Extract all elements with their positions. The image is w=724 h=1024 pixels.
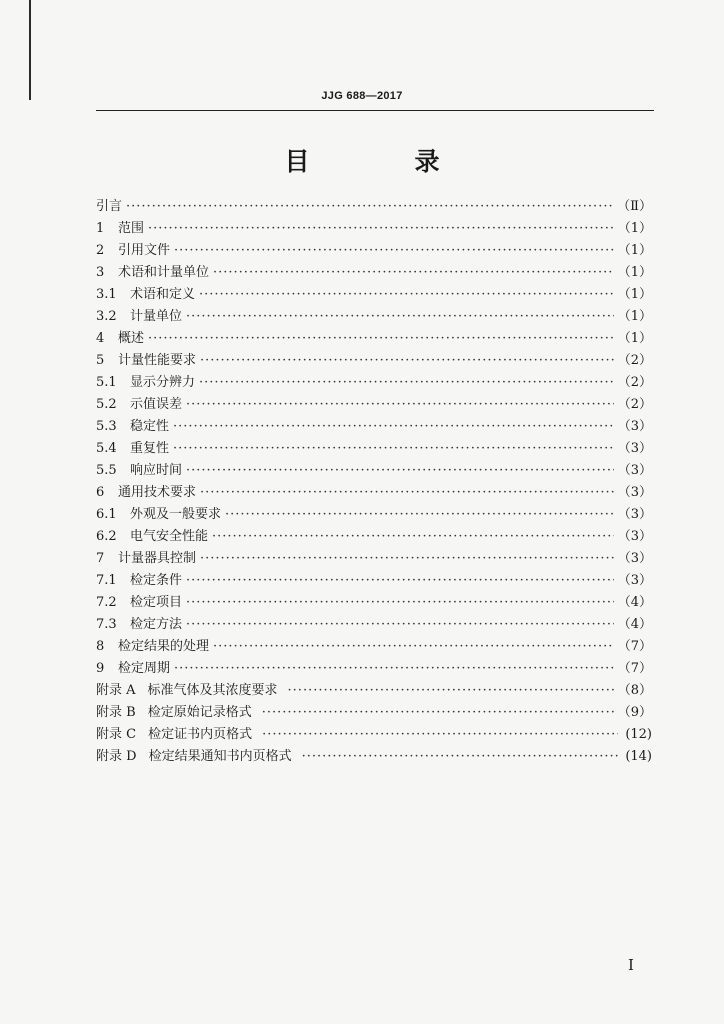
toc-entry-number: 5.4 xyxy=(96,441,117,456)
toc-dot-leader xyxy=(200,350,614,372)
toc-entry-page: (14) xyxy=(625,749,652,764)
toc-entry[interactable] xyxy=(96,504,652,526)
toc-entry-page: （2） xyxy=(617,375,652,390)
toc-entry[interactable] xyxy=(96,306,652,328)
toc-entry-number: 5 xyxy=(96,353,105,368)
toc-entry-number: 附录 C xyxy=(96,727,137,742)
toc-entry-number: 7.2 xyxy=(96,595,117,610)
toc-dot-leader xyxy=(174,658,614,680)
toc-entry-number: 7.1 xyxy=(96,573,117,588)
toc-entry[interactable] xyxy=(96,548,652,570)
toc-entry-label: 检定证书内页格式 xyxy=(148,727,253,742)
toc-dot-leader xyxy=(126,196,613,218)
toc-entry-label: 示值误差 xyxy=(130,397,183,412)
toc-dot-leader xyxy=(186,460,614,482)
toc-entry[interactable] xyxy=(96,372,652,394)
toc-entry-label: 显示分辨力 xyxy=(130,375,196,390)
toc-dot-leader xyxy=(212,526,614,548)
toc-dot-leader xyxy=(213,636,614,658)
toc-entry-label: 检定结果的处理 xyxy=(118,639,210,654)
toc-dot-leader xyxy=(186,614,614,636)
toc-dot-leader xyxy=(186,570,614,592)
toc-entry-number: 5.3 xyxy=(96,419,117,434)
toc-entry[interactable] xyxy=(96,438,652,460)
toc-entry-page: （Ⅱ） xyxy=(617,199,652,214)
toc-entry-number: 2 xyxy=(96,243,105,258)
toc-entry[interactable] xyxy=(96,592,652,614)
toc-entry-page: （1） xyxy=(617,221,652,236)
toc-entry-label: 范围 xyxy=(118,221,145,236)
toc-entry[interactable] xyxy=(96,196,652,218)
toc-entry-page: （1） xyxy=(617,331,652,346)
toc-entry-number: 附录 B xyxy=(96,705,136,720)
toc-entry-page: （1） xyxy=(617,265,652,280)
table-of-contents xyxy=(96,196,652,768)
toc-entry-page: （3） xyxy=(617,463,652,478)
toc-entry-page: （3） xyxy=(617,419,652,434)
toc-entry-label: 通用技术要求 xyxy=(118,485,197,500)
toc-dot-leader xyxy=(186,306,614,328)
toc-dot-leader xyxy=(262,724,618,746)
toc-entry[interactable] xyxy=(96,262,652,284)
toc-entry-number: 5.5 xyxy=(96,463,117,478)
toc-entry[interactable] xyxy=(96,636,652,658)
toc-entry-page: （1） xyxy=(617,243,652,258)
toc-entry-number: 5.2 xyxy=(96,397,117,412)
toc-dot-leader xyxy=(174,240,614,262)
toc-entry[interactable] xyxy=(96,482,652,504)
toc-entry[interactable] xyxy=(96,746,652,768)
toc-entry-label: 检定方法 xyxy=(130,617,183,632)
toc-dot-leader xyxy=(148,218,614,240)
toc-entry-label: 检定原始记录格式 xyxy=(147,705,252,720)
toc-entry-page: （1） xyxy=(617,287,652,302)
toc-entry-number: 6.2 xyxy=(96,529,117,544)
toc-dot-leader xyxy=(199,372,614,394)
toc-entry-number: 3 xyxy=(96,265,105,280)
toc-entry[interactable] xyxy=(96,614,652,636)
binding-edge-line xyxy=(29,0,31,100)
toc-entry-label: 引用文件 xyxy=(118,243,171,258)
toc-entry-label: 计量单位 xyxy=(130,309,183,324)
toc-entry[interactable] xyxy=(96,350,652,372)
toc-entry-number: 4 xyxy=(96,331,105,346)
toc-dot-leader xyxy=(288,680,614,702)
toc-entry-label: 术语和计量单位 xyxy=(118,265,210,280)
toc-entry-label: 检定周期 xyxy=(118,661,171,676)
toc-entry[interactable] xyxy=(96,658,652,680)
toc-entry-page: (12) xyxy=(625,727,652,742)
toc-dot-leader xyxy=(173,416,614,438)
toc-entry-page: （3） xyxy=(617,507,652,522)
toc-entry[interactable] xyxy=(96,394,652,416)
toc-entry-label: 外观及一般要求 xyxy=(130,507,222,522)
toc-entry[interactable] xyxy=(96,284,652,306)
toc-entry-page: （8） xyxy=(617,683,652,698)
toc-entry[interactable] xyxy=(96,680,652,702)
toc-dot-leader xyxy=(213,262,614,284)
toc-entry-number: 6.1 xyxy=(96,507,117,522)
toc-entry-number: 9 xyxy=(96,661,105,676)
toc-entry-number: 7.3 xyxy=(96,617,117,632)
toc-entry-page: （1） xyxy=(617,309,652,324)
toc-dot-leader xyxy=(225,504,614,526)
page-number: I xyxy=(628,956,634,974)
toc-entry-label: 电气安全性能 xyxy=(130,529,209,544)
toc-entry-number: 5.1 xyxy=(96,375,117,390)
toc-entry-label: 响应时间 xyxy=(130,463,183,478)
toc-entry-number: 3.1 xyxy=(96,287,117,302)
toc-entry-number: 7 xyxy=(96,551,105,566)
page-title: 目 录 xyxy=(284,147,480,176)
toc-entry-label: 引言 xyxy=(96,199,123,214)
toc-entry-label: 稳定性 xyxy=(130,419,170,434)
toc-dot-leader xyxy=(262,702,614,724)
toc-entry-page: （3） xyxy=(617,485,652,500)
toc-entry[interactable] xyxy=(96,570,652,592)
toc-entry[interactable] xyxy=(96,724,652,746)
toc-entry[interactable] xyxy=(96,240,652,262)
toc-entry-label: 标准气体及其浓度要求 xyxy=(147,683,278,698)
header-rule xyxy=(96,110,654,111)
toc-dot-leader xyxy=(186,394,614,416)
toc-dot-leader xyxy=(173,438,614,460)
toc-entry-number: 8 xyxy=(96,639,105,654)
toc-entry[interactable] xyxy=(96,526,652,548)
toc-entry[interactable] xyxy=(96,328,652,350)
toc-entry-page: （3） xyxy=(617,441,652,456)
toc-entry-page: （7） xyxy=(617,639,652,654)
toc-dot-leader xyxy=(200,548,614,570)
toc-entry-number: 3.2 xyxy=(96,309,117,324)
toc-entry-page: （4） xyxy=(617,595,652,610)
toc-entry-number: 6 xyxy=(96,485,105,500)
toc-entry-label: 检定条件 xyxy=(130,573,183,588)
toc-entry[interactable] xyxy=(96,702,652,724)
toc-entry-number: 1 xyxy=(96,221,105,236)
toc-entry-number: 附录 A xyxy=(96,683,136,698)
toc-entry-page: （9） xyxy=(617,705,652,720)
toc-dot-leader xyxy=(200,482,614,504)
toc-entry-page: （3） xyxy=(617,529,652,544)
toc-entry[interactable] xyxy=(96,416,652,438)
toc-entry-label: 检定结果通知书内页格式 xyxy=(148,749,292,764)
toc-entry-label: 计量性能要求 xyxy=(118,353,197,368)
toc-entry-label: 概述 xyxy=(118,331,145,346)
toc-entry-number: 附录 D xyxy=(96,749,137,764)
toc-dot-leader xyxy=(302,746,618,768)
toc-dot-leader xyxy=(148,328,614,350)
toc-dot-leader xyxy=(186,592,614,614)
toc-dot-leader xyxy=(199,284,614,306)
toc-entry-label: 术语和定义 xyxy=(130,287,196,302)
toc-entry-page: （4） xyxy=(617,617,652,632)
toc-entry-page: （3） xyxy=(617,551,652,566)
standard-code-header: JJG 688—2017 xyxy=(321,90,403,102)
toc-entry[interactable] xyxy=(96,460,652,482)
toc-entry-label: 计量器具控制 xyxy=(118,551,197,566)
toc-entry-label: 检定项目 xyxy=(130,595,183,610)
toc-entry-page: （3） xyxy=(617,573,652,588)
toc-entry-label: 重复性 xyxy=(130,441,170,456)
toc-entry-page: （2） xyxy=(617,353,652,368)
toc-entry[interactable] xyxy=(96,218,652,240)
toc-entry-page: （2） xyxy=(617,397,652,412)
toc-entry-page: （7） xyxy=(617,661,652,676)
